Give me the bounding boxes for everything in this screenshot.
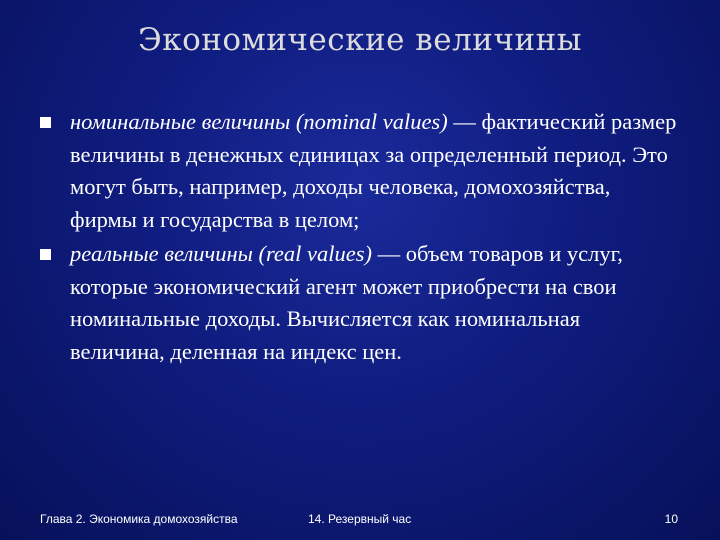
square-bullet-icon [40, 249, 51, 260]
bullet-item-nominal-values [40, 106, 680, 236]
footer-section: 14. Резервный час [308, 512, 412, 526]
bullet-text: — фактический размер величины в денежных единицах за определенный период. Это могут быть, например, доходы человека, домохозяйства, фирмы и государства в целом; [70, 109, 677, 232]
bullet-term: номинальные величины (nominal values) [70, 109, 448, 134]
page-number: 10 [664, 512, 678, 526]
slide-title: Экономические величины [138, 22, 582, 58]
bullet-text: — объем товаров и услуг, которые экономический агент может приобрести на свои номинальные доходы. Вычисляется как номинальная величина, деленная на индекс цен. [70, 241, 623, 364]
bullet-list [40, 106, 680, 370]
bullet-item-real-values [40, 238, 680, 368]
footer-chapter: Глава 2. Экономика домохозяйства [40, 512, 238, 526]
bullet-term: реальные величины (real values) [70, 241, 373, 266]
square-bullet-icon [40, 117, 51, 128]
